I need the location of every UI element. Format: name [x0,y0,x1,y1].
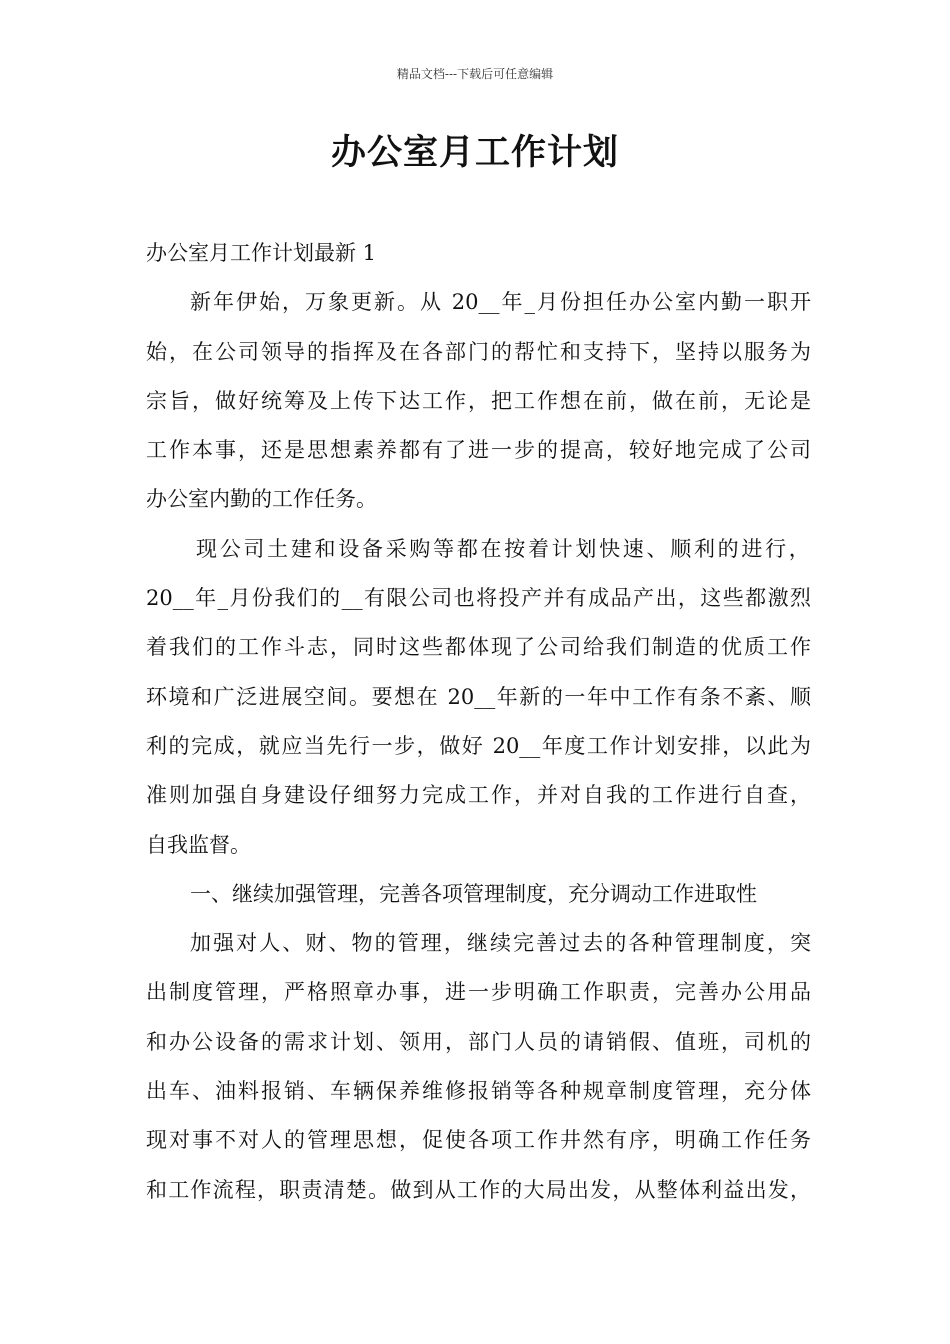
paragraph-line: 自我监督。 [146,832,251,857]
paragraph-line: 准则加强自身建设仔细努力完成工作，并对自我的工作进行自查， [146,783,811,808]
paragraph-line: 和工作流程，职责清楚。做到从工作的大局出发，从整体利益出发， [146,1177,811,1202]
section-heading: 办公室月工作计划最新 1 [146,241,377,265]
paragraph-line: 始，在公司领导的指挥及在各部门的帮忙和支持下，坚持以服务为 [146,339,811,364]
paragraph-line: 出制度管理，严格照章办事，进一步明确工作职责，完善办公用品 [146,980,811,1005]
subsection-heading: 一、继续加强管理，完善各项管理制度，充分调动工作进取性 [190,881,757,906]
paragraph-line: 新年伊始，万象更新。从 20__年_月份担任办公室内勤一职开 [190,290,811,315]
paragraph-line: 环境和广泛进展空间。要想在 20__年新的一年中工作有条不紊、顺 [146,684,811,709]
paragraph-line: 利的完成，就应当先行一步，做好 20__年度工作计划安排，以此为 [146,733,811,758]
document-body [146,229,811,1215]
paragraph-line: 和办公设备的需求计划、领用，部门人员的请销假、值班，司机的 [146,1029,811,1054]
document-title: 办公室月工作计划 [330,132,619,173]
header-note: 精品文档---下载后可任意编辑 [396,67,554,81]
paragraph-line: 现公司土建和设备采购等都在按着计划快速、顺利的进行， [196,536,811,561]
paragraph-line: 办公室内勤的工作任务。 [146,487,377,512]
paragraph-line: 着我们的工作斗志，同时这些都体现了公司给我们制造的优质工作 [146,635,811,660]
paragraph-line: 工作本事，还是思想素养都有了进一步的提高，较好地完成了公司 [146,438,811,463]
paragraph-line: 加强对人、财、物的管理，继续完善过去的各种管理制度，突 [190,931,811,956]
paragraph-line: 出车、油料报销、车辆保养维修报销等各种规章制度管理，充分体 [146,1079,811,1104]
paragraph-line: 20__年_月份我们的__有限公司也将投产并有成品产出，这些都激烈 [146,586,811,611]
paragraph-line: 现对事不对人的管理思想，促使各项工作井然有序，明确工作任务 [146,1128,811,1153]
paragraph-line: 宗旨，做好统筹及上传下达工作，把工作想在前，做在前，无论是 [146,388,811,413]
